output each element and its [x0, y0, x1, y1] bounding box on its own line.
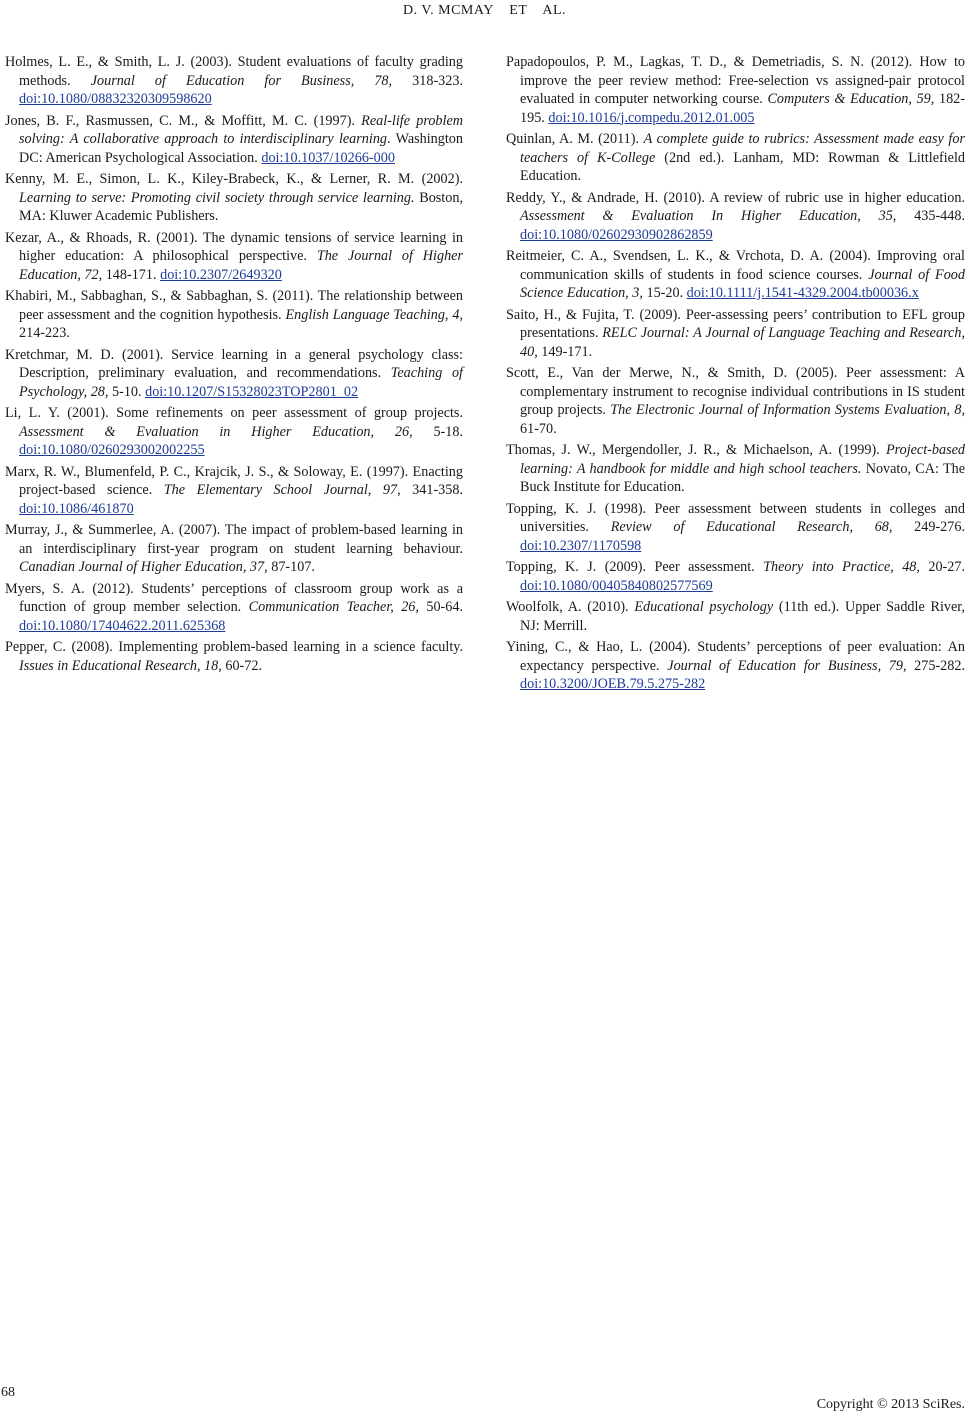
ref-text: Khabiri, M., Sabbaghan, S., & Sabbaghan, S. (2011). The relationship between peer assessment and the cognition hypothesis.: [5, 288, 463, 323]
ref-source: The Journal of Higher Education, 72,: [19, 248, 463, 283]
reference-entry: [506, 558, 965, 595]
ref-source: Journal of Education for Business, 79,: [667, 657, 907, 674]
ref-text: Saito, H., & Fujita, T. (2009). Peer-assessing peers’ contribution to EFL group presentations.: [506, 306, 965, 341]
reference-entry: [506, 500, 965, 556]
ref-after: 341-358.: [400, 482, 463, 498]
reference-entry: [506, 638, 965, 694]
ref-text: Topping, K. J. (2009). Peer assessment.: [506, 559, 764, 575]
page-number: 68: [1, 1385, 15, 1400]
ref-source: Assessment & Evaluation In Higher Education, 35,: [520, 208, 897, 224]
doi-link[interactable]: doi:10.1080/0260293002002255: [19, 442, 205, 458]
ref-source: Educational psychology: [634, 599, 774, 615]
reference-entry: [506, 441, 965, 497]
doi-link[interactable]: doi:10.2307/2649320: [160, 266, 282, 283]
ref-text: Kenny, M. E., Simon, L. K., Kiley-Brabeck, K., & Lerner, R. M. (2002).: [5, 171, 463, 187]
reference-entry: [5, 463, 463, 519]
ref-text: Pepper, C. (2008). Implementing problem-based learning in a science faculty.: [5, 639, 463, 655]
ref-after: 275-282.: [906, 657, 966, 674]
reference-entry: [5, 346, 463, 402]
ref-after: Novato, CA: The Buck Institute for Education.: [520, 460, 966, 495]
ref-source: Project-based learning: A handbook for middle and high school teachers.: [520, 442, 965, 477]
ref-source: Assessment & Evaluation in Higher Education, 26,: [19, 423, 413, 440]
ref-text: Kretchmar, M. D. (2001). Service learning in a general psychology class: Description, preliminary evaluation, and recommendations.: [5, 346, 463, 381]
ref-after: 5-18.: [412, 423, 463, 440]
ref-source: Journal of Education for Business, 78,: [90, 72, 393, 89]
reference-entry: [5, 170, 463, 226]
running-head: D. V. MCMAY ET AL.: [402, 3, 567, 18]
ref-text: Scott, E., Van der Merwe, N., & Smith, D. (2005). Peer assessment: A complementary instrument to recognise individual contributions in IS student group projects.: [506, 365, 965, 418]
ref-source: Issues in Educational Research, 18,: [19, 657, 222, 674]
ref-source: Computers & Education, 59,: [767, 91, 935, 107]
ref-after: 60-72.: [221, 657, 262, 674]
ref-source: A complete guide to rubrics: Assessment made easy for teachers of K-College: [520, 131, 965, 166]
ref-after: 318-323.: [392, 72, 463, 89]
ref-text: Papadopoulos, P. M., Lagkas, T. D., & Demetriadis, S. N. (2012). How to improve the peer review method: Free-selection vs assigned-pair protocol evaluated in computer networking course.: [506, 54, 965, 107]
reference-entry: [5, 580, 463, 636]
ref-after: 149-171.: [537, 343, 593, 360]
doi-link[interactable]: doi:10.3200/JOEB.79.5.275-282: [520, 676, 706, 692]
references-right-column: [506, 53, 965, 697]
ref-text: Reddy, Y., & Andrade, H. (2010). A review of rubric use in higher education.: [506, 189, 965, 206]
ref-after: 249-276.: [892, 519, 966, 535]
ref-text: Quinlan, A. M. (2011).: [506, 131, 644, 147]
reference-entry: [506, 364, 965, 438]
reference-entry: [506, 130, 965, 186]
ref-after: 87-107.: [267, 559, 315, 575]
ref-after: 5-10.: [108, 383, 146, 400]
reference-entry: [506, 306, 965, 362]
ref-after: 50-64.: [418, 599, 463, 615]
ref-after: 182-195.: [520, 91, 965, 126]
doi-link[interactable]: doi:10.1080/17404622.2011.625368: [19, 617, 226, 634]
reference-entry: [506, 53, 965, 127]
ref-text: Jones, B. F., Rasmussen, C. M., & Moffitt, M. C. (1997).: [5, 112, 362, 129]
ref-source: Learning to serve: Promoting civil society through service learning.: [19, 189, 415, 206]
ref-after: (2nd ed.). Lanham, MD: Rowman & Littlefield Education.: [520, 149, 965, 184]
reference-entry: [5, 112, 463, 168]
ref-text: Li, L. Y. (2001). Some refinements on peer assessment of group projects.: [5, 405, 463, 421]
reference-entry: [5, 53, 463, 109]
doi-link[interactable]: doi:10.2307/1170598: [520, 537, 642, 554]
doi-link[interactable]: doi:10.1037/10266-000: [261, 149, 395, 166]
ref-text: Yining, C., & Hao, L. (2004). Students’ perceptions of peer evaluation: An expectancy perspective.: [506, 639, 965, 674]
ref-source: Review of Educational Research, 68,: [610, 519, 893, 535]
ref-after: (11th ed.). Upper Saddle River, NJ: Merrill.: [520, 599, 965, 634]
doi-link[interactable]: doi:10.1016/j.compedu.2012.01.005: [548, 109, 755, 126]
ref-after: 15-20.: [642, 285, 687, 301]
reference-entry: [5, 287, 463, 343]
ref-source: Theory into Practice, 48,: [763, 559, 920, 575]
ref-text: Holmes, L. E., & Smith, L. J. (2003). Student evaluations of faculty grading methods.: [5, 54, 463, 89]
doi-link[interactable]: doi:10.1080/00405840802577569: [520, 577, 713, 594]
reference-entry: [506, 247, 965, 303]
reference-entry: [5, 404, 463, 460]
reference-entry: [5, 521, 463, 577]
ref-after: 20-27.: [919, 559, 965, 575]
ref-after: 61-70.: [520, 420, 557, 437]
ref-source: Communication Teacher, 26,: [248, 599, 419, 615]
ref-source: Real-life problem solving: A collaborative approach to interdisciplinary learning: [19, 112, 463, 147]
doi-link[interactable]: doi:10.1086/461870: [19, 500, 134, 517]
ref-after: 435-448.: [896, 208, 965, 224]
ref-text: Topping, K. J. (1998). Peer assessment between students in colleges and universities.: [506, 500, 965, 535]
doi-link[interactable]: doi:10.1111/j.1541-4329.2004.tb00036.x: [686, 285, 919, 301]
ref-text: Reitmeier, C. A., Svendsen, L. K., & Vrchota, D. A. (2004). Improving oral communication skills of students in food science courses.: [506, 248, 965, 283]
ref-after: 214-223.: [19, 325, 70, 341]
ref-after: . Washington DC: American Psychological Association.: [19, 131, 463, 166]
reference-entry: [5, 638, 463, 675]
ref-source: Canadian Journal of Higher Education, 37,: [19, 559, 268, 575]
ref-source: English Language Teaching, 4,: [285, 306, 464, 323]
ref-source: The Electronic Journal of Information Systems Evaluation, 8,: [610, 402, 966, 418]
doi-link[interactable]: doi:10.1207/S15328023TOP2801_02: [145, 383, 359, 400]
reference-entry: [506, 189, 965, 245]
ref-text: Woolfolk, A. (2010).: [506, 599, 635, 615]
references-left-column: [5, 53, 463, 678]
doi-link[interactable]: doi:10.1080/08832320309598620: [19, 91, 212, 107]
ref-text: Marx, R. W., Blumenfeld, P. C., Krajcik, J. S., & Soloway, E. (1997). Enacting project-based science.: [5, 463, 463, 498]
copyright-notice: Copyright © 2013 SciRes.: [816, 1397, 965, 1412]
reference-entry: [506, 598, 965, 635]
ref-source: RELC Journal: A Journal of Language Teaching and Research, 40,: [520, 325, 965, 360]
ref-text: Thomas, J. W., Mergendoller, J. R., & Michaelson, A. (1999).: [506, 442, 886, 458]
ref-after: Boston, MA: Kluwer Academic Publishers.: [19, 189, 463, 224]
ref-source: Journal of Food Science Education, 3,: [520, 266, 965, 301]
ref-after: 148-171.: [102, 266, 161, 283]
ref-text: Murray, J., & Summerlee, A. (2007). The impact of problem-based learning in an interdisciplinary first-year program on student learning behaviour.: [5, 522, 463, 557]
doi-link[interactable]: doi:10.1080/02602930902862859: [520, 226, 713, 243]
ref-text: Myers, S. A. (2012). Students’ perceptions of classroom group work as a function of group member selection.: [5, 580, 463, 615]
ref-source: The Elementary School Journal, 97,: [163, 482, 401, 498]
ref-source: Teaching of Psychology, 28,: [19, 365, 463, 400]
reference-entry: [5, 229, 463, 285]
ref-text: Kezar, A., & Rhoads, R. (2001). The dynamic tensions of service learning in higher education: A philosophical perspective.: [5, 229, 463, 264]
